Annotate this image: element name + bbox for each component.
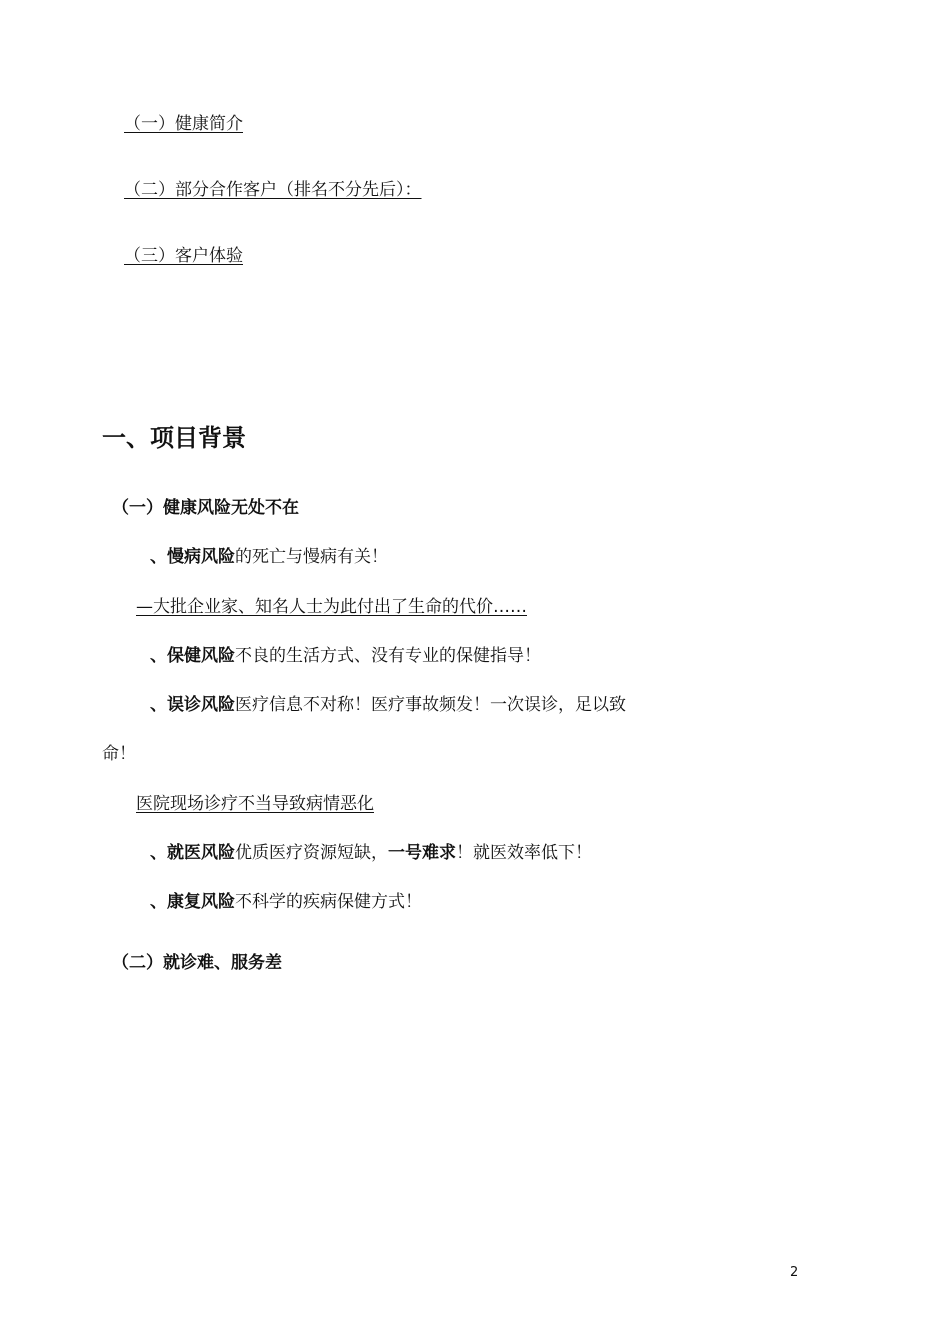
risk-bullet: 、 [150,646,167,666]
risk-title: 慢病风险 [167,547,235,567]
risk-title: 保健风险 [167,646,235,666]
risk-bullet: 、 [150,892,167,912]
risk-item-misdiagnosis-continuation: 命！ [102,744,136,764]
risk-bullet: 、 [150,843,167,863]
risk-text: 的死亡与慢病有关！ [235,547,388,567]
risk-title: 就医风险 [167,843,235,863]
risk-text: 不良的生活方式、没有专业的保健指导！ [235,646,541,666]
risk-text: 不科学的疾病保健方式！ [235,892,422,912]
risk-emphasis: 一号难求 [388,843,456,863]
risk-item-chronic [150,546,388,568]
risk-item-health-care [150,645,541,667]
subsection-heading-health-risk: （一）健康风险无处不在 [112,498,299,518]
risk-item-recovery [150,891,422,913]
risk-bullet: 、 [150,695,167,715]
risk-bullet: 、 [150,547,167,567]
toc-item-partner-clients[interactable]: （二）部分合作客户（排名不分先后）： [124,180,422,200]
risk-note-chronic: —大批企业家、知名人士为此付出了生命的代价…… [136,597,527,617]
risk-title: 康复风险 [167,892,235,912]
risk-text: 优质医疗资源短缺， [235,843,388,863]
subsection-heading-difficult-treatment: （二）就诊难、服务差 [112,953,282,973]
toc-item-health-intro[interactable]: （一）健康简介 [124,114,243,134]
toc-item-customer-experience[interactable]: （三）客户体验 [124,246,243,266]
risk-title: 误诊风险 [167,695,235,715]
risk-text: ！就医效率低下！ [456,843,592,863]
risk-note-misdiagnosis: 医院现场诊疗不当导致病情恶化 [136,794,374,814]
risk-text: 医疗信息不对称！医疗事故频发！一次误诊，足以致 [235,695,626,715]
risk-item-misdiagnosis [150,694,626,716]
page-number: 2 [790,1265,799,1280]
risk-item-medical-access [150,842,592,864]
section-title: 一、项目背景 [102,424,246,452]
